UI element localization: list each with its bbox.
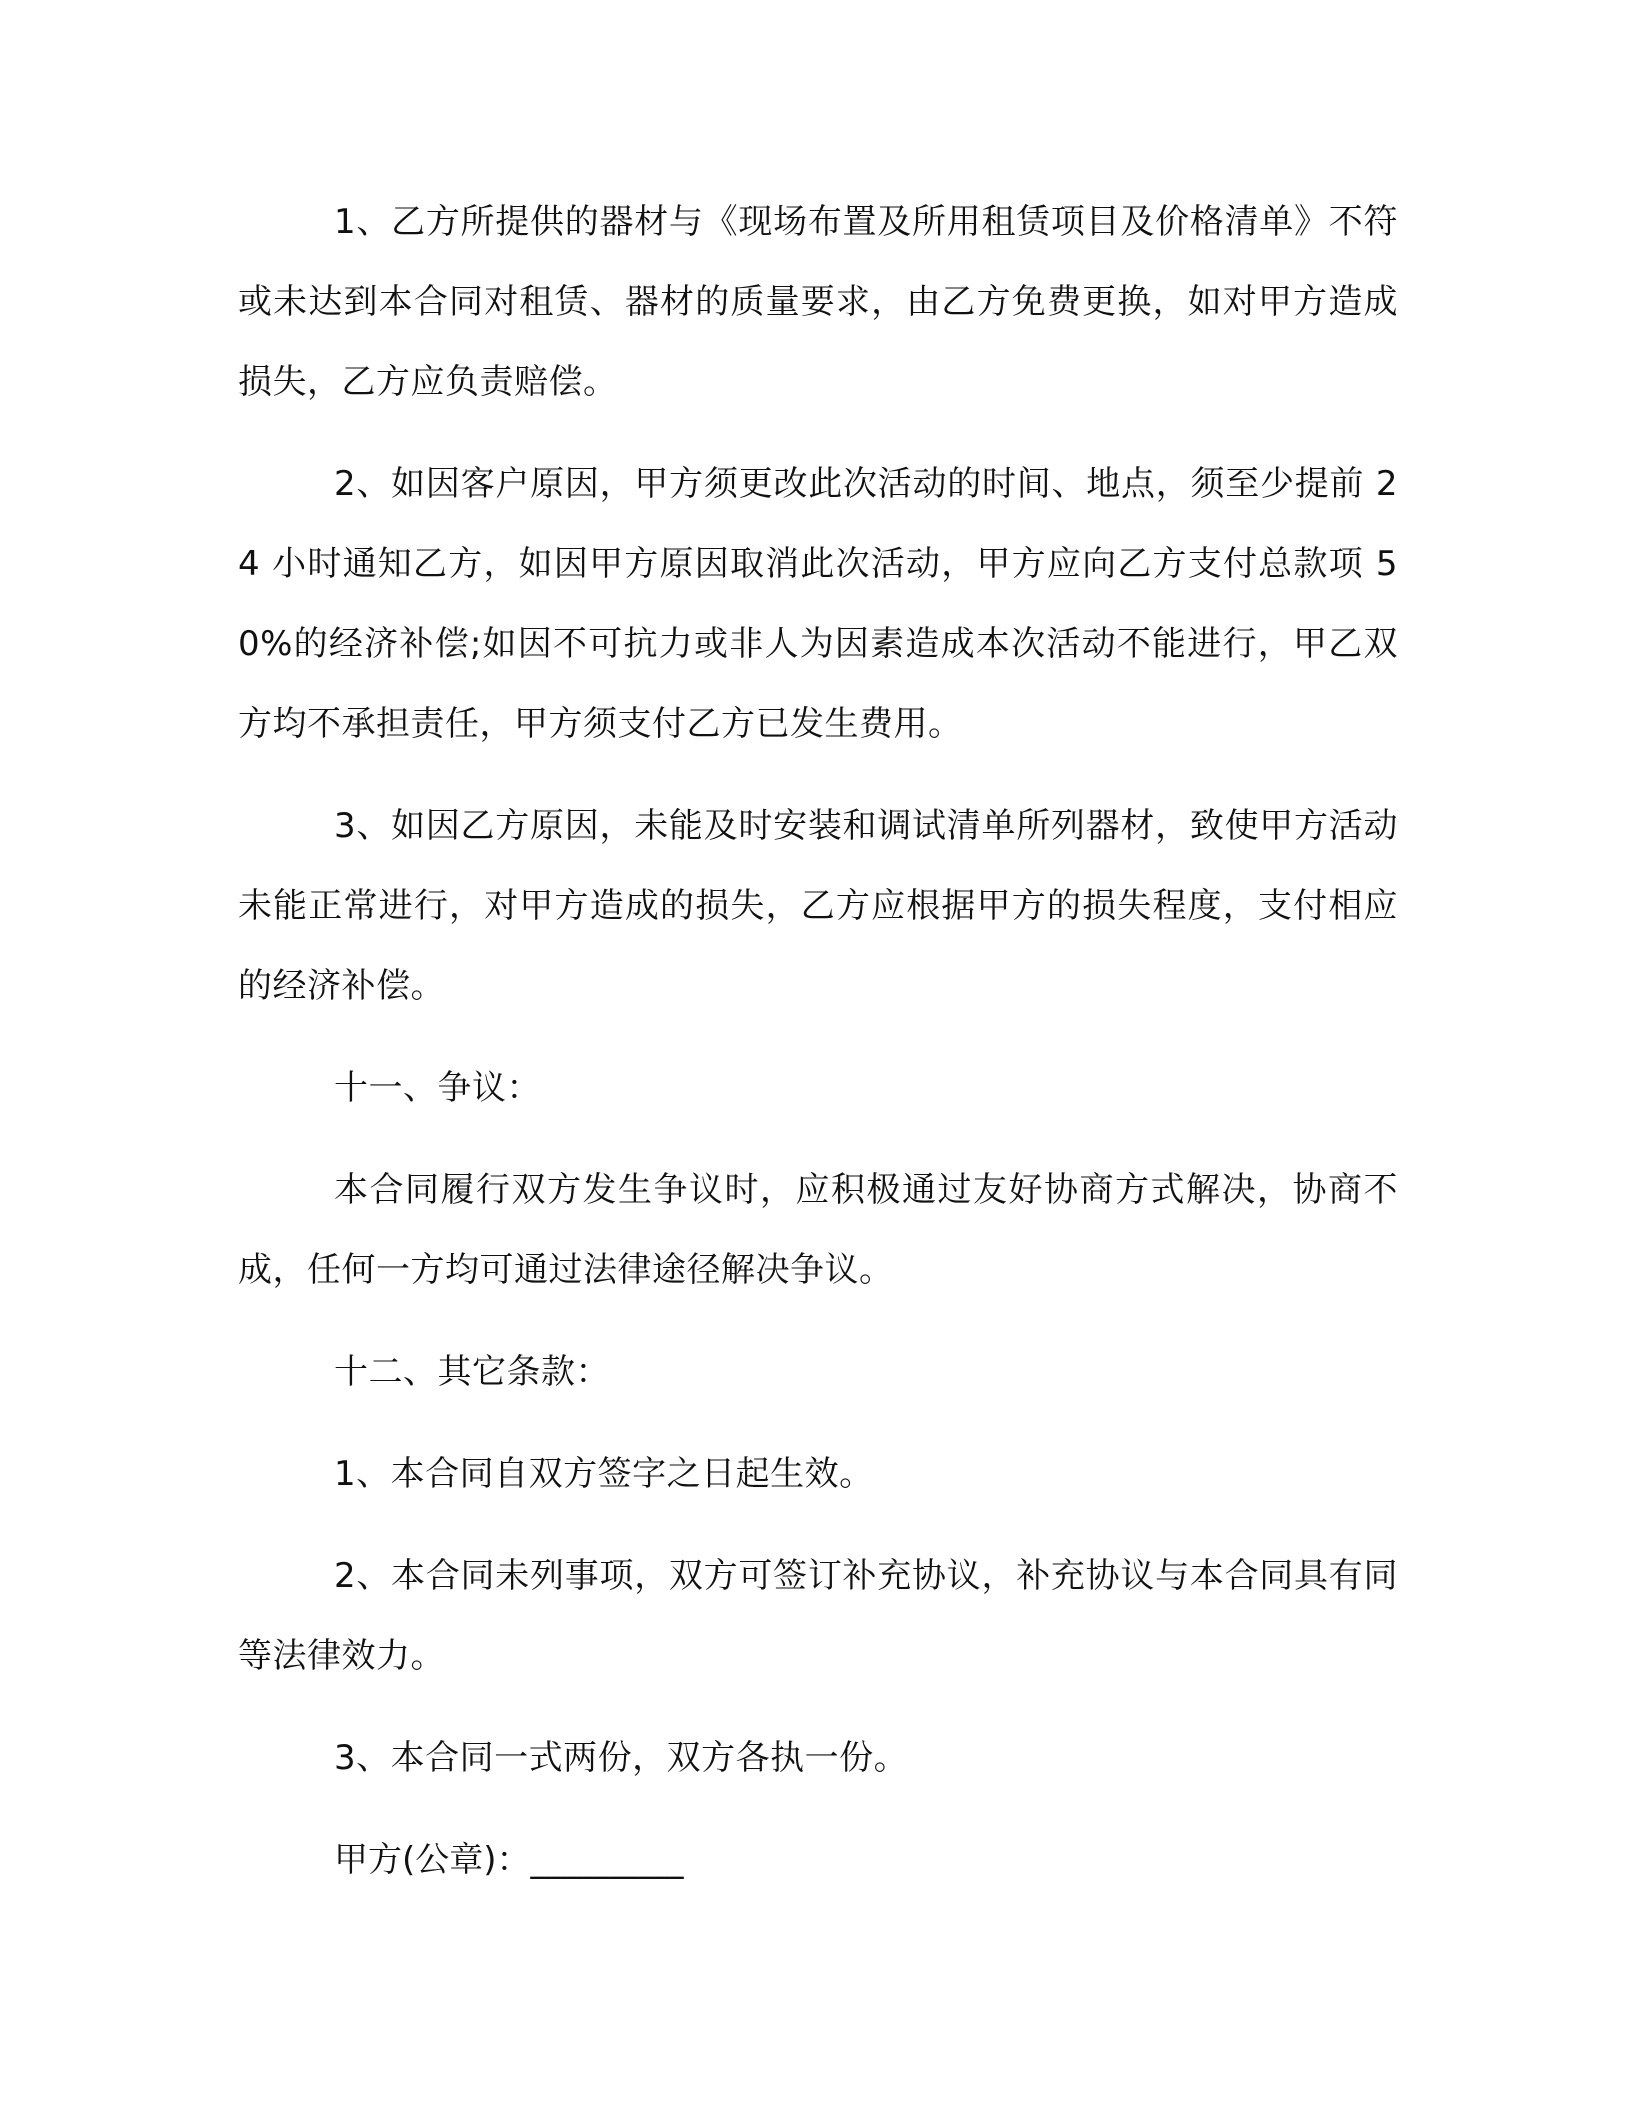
document-body	[238, 182, 1398, 1900]
party-a-seal-line: 甲方(公章)：_________	[334, 1840, 684, 1880]
other-terms-item-3: 3、本合同一式两份，双方各执一份。	[334, 1738, 909, 1778]
section-heading-dispute: 十一、争议：	[334, 1068, 541, 1108]
clause-paragraph-1: 1、乙方所提供的器材与《现场布置及所用租赁项目及价格清单》不符或未达到本合同对租赁、器材的质量要求，由乙方免费更换，如对甲方造成损失，乙方应负责赔偿。	[238, 202, 1398, 402]
other-terms-item-2: 2、本合同未列事项，双方可签订补充协议，补充协议与本合同具有同等法律效力。	[238, 1556, 1398, 1676]
clause-paragraph-3: 3、如因乙方原因，未能及时安装和调试清单所列器材，致使甲方活动未能正常进行，对甲方造成的损失，乙方应根据甲方的损失程度，支付相应的经济补偿。	[238, 806, 1398, 1006]
dispute-paragraph: 本合同履行双方发生争议时，应积极通过友好协商方式解决，协商不成，任何一方均可通过法律途径解决争议。	[238, 1170, 1398, 1290]
section-heading-other-terms: 十二、其它条款：	[334, 1352, 610, 1392]
clause-paragraph-2: 2、如因客户原因，甲方须更改此次活动的时间、地点，须至少提前 24 小时通知乙方，如因甲方原因取消此次活动，甲方应向乙方支付总款项 50%的经济补偿;如因不可抗力或非人为因素造成本次活动不能进行，甲乙双方均不承担责任，甲方须支付乙方已发生费用。	[238, 464, 1398, 744]
other-terms-item-1: 1、本合同自双方签字之日起生效。	[334, 1454, 874, 1494]
